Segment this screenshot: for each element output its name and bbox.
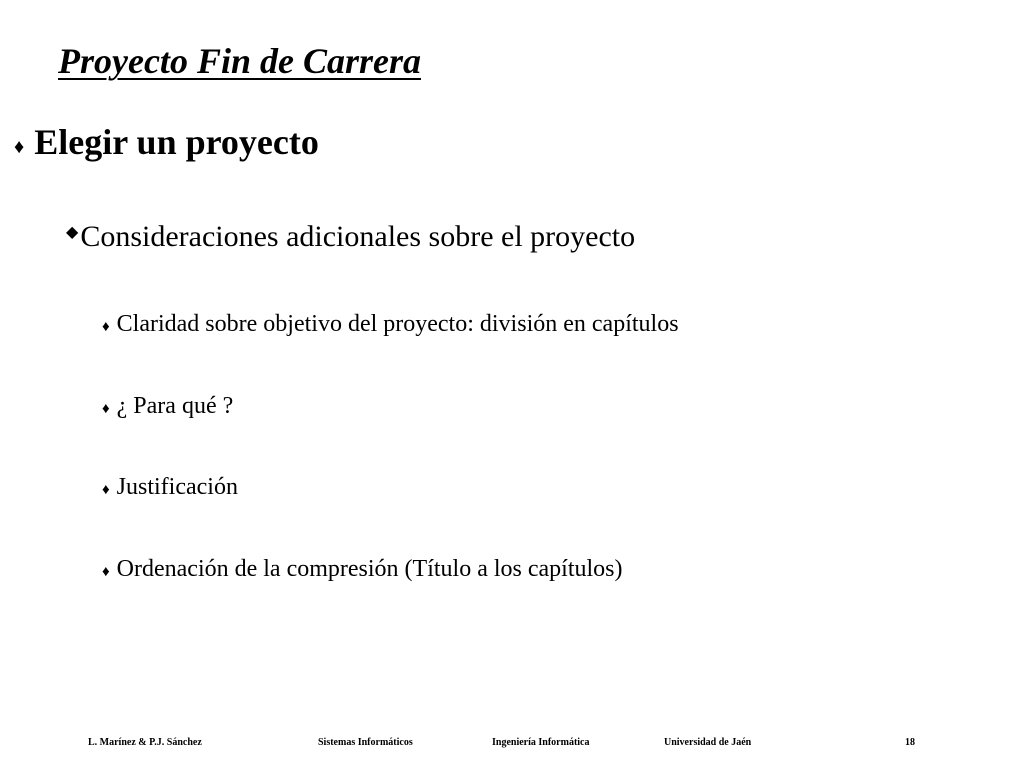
diamond-bullet-icon: ◆ [66,224,79,241]
diamond-bullet-icon: ♦ [102,482,110,498]
footer-page-number: 18 [905,737,915,748]
bullet-level2 [66,222,635,252]
diamond-bullet-icon: ♦ [14,136,25,158]
diamond-bullet-icon: ♦ [102,319,110,335]
footer-course: Sistemas Informáticos [318,737,413,748]
slide-title: Proyecto Fin de Carrera [58,41,421,81]
bullet-level3-text: Ordenación de la compresión (Título a los capítulos) [116,556,623,582]
footer-university: Universidad de Jaén [664,737,752,748]
footer-degree: Ingeniería Informática [492,737,590,748]
bullet-level2-text: Consideraciones adicionales sobre el proyecto [80,220,636,253]
bullet-level1-text: Elegir un proyecto [34,122,319,162]
bullet-level3-item [102,557,623,581]
bullet-level3-text: ¿ Para qué ? [116,393,234,419]
bullet-level3-item [102,312,679,336]
diamond-bullet-icon: ♦ [102,564,110,580]
diamond-bullet-icon: ♦ [102,401,110,417]
footer-authors: L. Marínez & P.J. Sánchez [88,737,202,748]
bullet-level3-item [102,475,238,499]
bullet-level1 [14,124,319,160]
bullet-level3-text: Justificación [116,474,238,500]
bullet-level3-text: Claridad sobre objetivo del proyecto: división en capítulos [116,311,679,337]
bullet-level3-item [102,394,233,418]
